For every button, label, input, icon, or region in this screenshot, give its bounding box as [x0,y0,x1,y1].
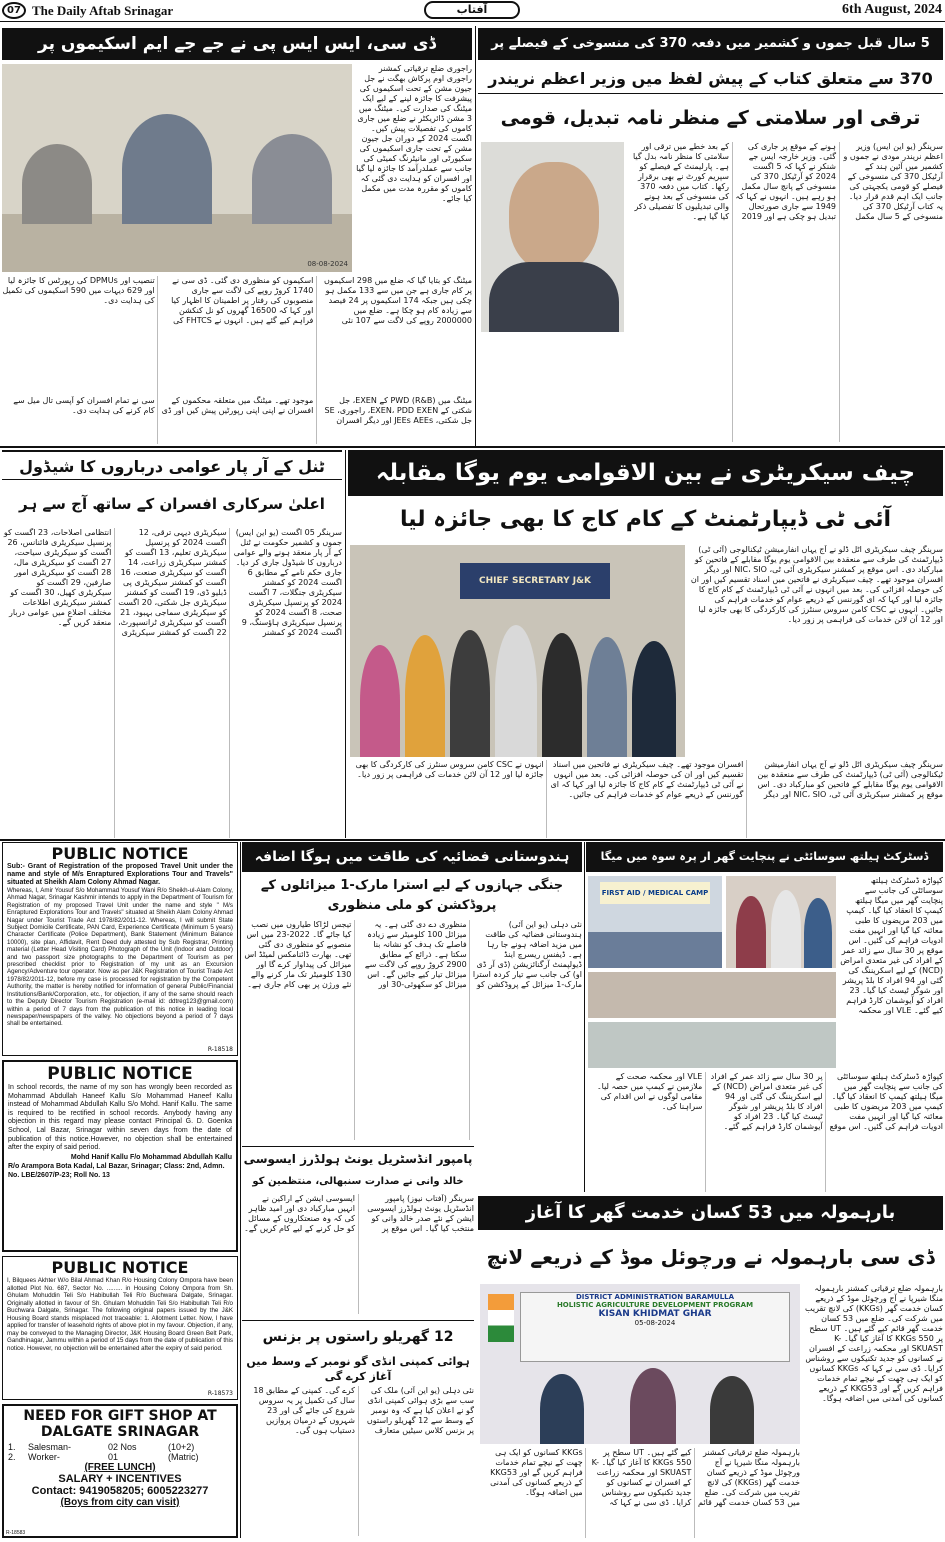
jaishankar-photo [481,142,624,332]
baramulla-body: بارہمولہ ضلع ترقیاتی کمشنر بارہمولہ منگا شیرپا نے آج ورچوئل موڈ کے ذریعے کسان خدمت گھر (KKGs) کی لانچ تقریب میں شرکت کی۔ ضلع میں 53 کسان خدمت گھر قائم کیے گئے ہیں۔ UT سطح پر 550 KKGs کا آغاز کیا گیا۔ K-SKUAST اور محکمہ زراعت کے افسران نے کسانوں کو جدید تکنیکوں سے روشناس کرایا۔ ڈی سی نے کہا کہ KKGs کسانوں کو ایک ہی چھت کے نیچے تمام خدمات فراہم کریں گے اور KKG53 کے ذریعے کسانوں کی آمدنی میں اضافہ ہوگا۔ [490,1448,800,1507]
art370-subhead: 370 سے متعلق کتاب کے پیش لفظ میں وزیر اعظم نریندر [478,64,943,94]
art370-headline: 5 سال قبل جموں و کشمیر میں دفعہ 370 کی منسوخی کے فیصلے پر [478,28,943,60]
baramulla-photo [480,1284,800,1444]
banner-line: DISTRICT ADMINISTRATION BARAMULLA [575,1293,735,1301]
header-bar [0,0,945,22]
notice-body: Whereas, I, Amir Yousuf S/o Mohammad Yousuf Wani R/o Sheikh-ul-Alam Colony, Ahmad Nagar, Srinagar Kashmir intends to apply in the Department of Tourism for Registration of my proposed Travel Unit under the name and style " M/s Enraptured Explorations Tour and Travels" situated at Sheikh Alam Colony Ahmad Nagar under Tourist Trade Act 1978/82/2011-12. Whereas, I will submit State Subject Domicile Certificate, PAN Card, Experience Certificate (Minimum 5 years) Character Certificate (Police Department), Bank Statement (Minimum Balance 10000), site plan, Affidavit, Rent Deed duly attested by Sub Registrar, Printing material (Letter Head Visiting Card) Photograph of the Unit (Indoor and Outdoor) and two passport size photographs to the Department of Tourism as per prescribed checklist prior to Registration of my unit as an Excursion Agency/Adventure tour operator. Now as per J&K Registration of Tourist Trade Act 1978/82/2011-12, before my case is processed for registration by the Competent Authority, the matter is hereby notified for information of general Public/Financial Institutions/Bank/Corporation, etc., for objection, if any of the same should reach to the Deputy Director Tourism Registration (e-mail id: ddtreg123@gmail.com) within a period of 7 days from the publication of this notice in leading local newspaper/newspapers of the valley. No objections beyond a period of 7 days shall be entertained. [7,887,233,1028]
person-figure [630,1368,676,1444]
issue-date: 6th August, 2024 [842,2,942,17]
face-shape [509,162,599,272]
officer-figure [252,134,332,224]
art370-headline2: ترقی اور سلامتی کے منظر نامہ تبدیل، قومی [500,107,921,129]
header-rule [0,21,945,22]
dc-review-photo [2,64,352,272]
notice-ref: R-18573 [207,1390,233,1397]
job-ad-note: (Boys from city can visit) [60,1497,180,1508]
job-ad-title: NEED FOR GIFT SHOP AT DALGATE SRINAGAR [23,1408,217,1440]
job-ad-ref: R-18583 [6,1530,26,1536]
job-ad-salary: SALARY + INCENTIVES [58,1473,182,1485]
notice-subject: Sub:- Grant of Registration of the proposed Travel Unit under the name and style of M/s Enraptured Explorations Tour and Travels" situated at Sheikh Alam Colony Ahmad Nagar. [7,863,233,886]
pampore-body: سرینگر (آفتاب نیوز) پامپور انڈسٹریل یونٹ ہولڈرز ایسوسی ایشن کے نئے صدر خالد وانی کو منتخب کیا گیا۔ اس موقع پر ایسوسی ایشن کے اراکین نے انہیں مبارکباد دی اور امید ظاہر کی کہ وہ صنعتکاروں کے مسائل کو حل کرنے کے لیے کام کریں گے۔ [244,1194,474,1233]
wall-sign: CHIEF SECRETARY J&K [460,563,610,599]
missile-headline: ہندوستانی فضائیہ کی طاقت میں ہوگا اضافہ [242,842,582,872]
person-figure [540,1374,584,1444]
art370-body: سرینگر (یو این ایس) وزیر اعظم نریندر مودی نے جموں و کشمیر میں آئین ہند کے آرٹیکل 370 کی منسوخی کے فیصلے کو قومی یکجہتی کی جانب ایک اہم قدم قرار دیا۔ یہ کتاب آرٹیکل 370 کی منسوخی کے 5 سال مکمل ہونے کے موقع پر جاری کی گئی۔ وزیر خارجہ ایس جے شنکر نے کہا کہ 5 اگست 2024 کو آرٹیکل 370 کی منسوخی کے پانچ سال مکمل ہو رہے ہیں۔ انہوں نے کہا کہ 1949 سے جاری صورتحال تبدیل ہو چکی ہے اور 2019 کے بعد خطے میں ترقی اور سلامتی کا منظر نامہ بدل گیا ہے۔ پارلیمنٹ کے فیصلے کو سپریم کورٹ نے بھی برقرار رکھا۔ کتاب میں دفعہ 370 کی منسوخی کے بعد ہونے والی تبدیلیوں کا تفصیلی ذکر کیا گیا ہے۔ [632,142,943,221]
job-row-qual: (Matric) [168,1452,199,1462]
public-notice-2 [2,1060,238,1252]
notice-title: PUBLIC NOTICE [51,1258,189,1277]
health-camp-body: کپواڑہ ڈسٹرکٹ ہیلتھ سوسائٹی کی جانب سے پنچایت گھر میں میگا ہیلتھ کیمپ کا انعقاد کیا گیا۔ کیمپ میں 203 مریضوں کا طبی معائنہ کیا گیا اور انہیں مفت ادویات فراہم کی گئیں۔ اس موقع پر 30 سال سے زائد عمر کے افراد کی غیر متعدی امراض (NCD) کے لیے اسکریننگ کی گئی اور 94 افراد کا بلڈ پریشر اور شوگر ٹیسٹ کیا گیا۔ 23 افراد کو آیوشمان کارڈ فراہم کیے گئے۔ VLE اور محکمہ صحت کے ملازمین نے کیمپ میں حصہ لیا۔ مقامی لوگوں نے اس اقدام کی سراہنا کی۔ [596,1072,943,1131]
person-figure [360,645,400,757]
notice-address: R/o Arampora Bota Kadal, Lal Bazar, Srinagar; Class: 2nd, Admn. No. LBE/2607/P-23; Roll No. 13 [8,1162,225,1179]
person-figure [450,630,490,757]
camp-table [588,932,722,968]
health-camp-photo-1 [588,876,722,968]
buses-headline: 12 گھریلو راستوں پر بزنس [242,1320,474,1352]
missile-body: نئی دہلی (یو این آئی) ہندوستانی فضائیہ کی طاقت میں مزید اضافہ ہونے جا رہا ہے۔ ڈیفنس ریسرچ اینڈ ڈیولپمنٹ آرگنائزیشن (ڈی آر ڈی او) کی جانب سے تیار کردہ استرا مارک-1 میزائل کے پروڈکشن کو منظوری دے دی گئی ہے۔ یہ میزائل 100 کلومیٹر سے زیادہ فاصلے تک ہدف کو نشانہ بنا سکتا ہے۔ ذرائع کے مطابق 2900 کروڑ روپے کی لاگت سے میزائل تیار کیے جائیں گے۔ اس میزائل کو سکھوئی-30 اور تیجس لڑاکا طیاروں میں نصب کیا جائے گا۔ 2022-23 میں اس منصوبے کو منظوری دی گئی تھی۔ بھارت ڈائنامکس لمیٹڈ اس میزائل کی پیداوار کرے گا اور 130 کلومیٹر تک مار کرنے والے نئے ورژن پر بھی کام جاری ہے۔ [244,920,582,989]
officer-figure [22,144,92,224]
person-figure [632,641,676,757]
cs-yoga-body: سرینگر چیف سیکریٹری اٹل ڈلو نے آج یہاں انفارمیشن ٹیکنالوجی (آئی ٹی) ڈیپارٹمنٹ کی طرف سے منعقدہ بین الاقوامی یوم یوگا مقابلے کے فاتحین کو مبارکباد دی۔ اس موقع پر کمشنر سیکریٹری آئی ٹی، NIC، SIO اور دیگر افسران موجود تھے۔ چیف سیکریٹری نے فاتحین میں اسناد تقسیم کیں اور ان کی حوصلہ افزائی کی۔ بعد میں انہوں نے آئی ٹی ڈیپارٹمنٹ کے کام کاج کا جائزہ لیا اور کہا کہ ای گورننس کے ذریعے عوام کو خدمات فراہم کی جائیں۔ انہوں نے CSC کامن سروس سنٹرز کی کارکردگی کا بھی جائزہ لیا اور 12 آن لائن خدمات کی فراہمی پر زور دیا۔ [355,760,943,799]
person-figure [771,890,801,968]
dc-review-body: میٹنگ کو بتایا گیا کہ ضلع میں 298 اسکیموں پر کام جاری ہے جن میں سے 133 مکمل ہو چکی ہیں جبکہ 174 اسکیموں پر 24 فیصد سے زیادہ کام ہو چکا ہے۔ ضلع میں 2000000 روپے کی لاگت سے 107 نئی اسکیموں کو منظوری دی گئی۔ ڈی سی نے 1740 کروڑ روپے کی لاگت سے جاری منصوبوں کی رفتار پر اطمینان کا اظہار کیا اور کہا کہ 16500 گھروں کو نل کنکشن فراہم کیے گئے ہیں۔ انہوں نے FHTCS کی تنصیب اور DPMUs کی رپورٹس کا جائزہ لیا اور 629 دیہات میں 590 اسکیموں کی تکمیل کی ہدایت دی۔ [2,276,472,325]
job-ad-lunch: (FREE LUNCH) [84,1462,156,1473]
column-divider [584,842,585,1192]
person-figure [542,633,582,757]
column-divider [345,450,346,838]
banner-line: KISAN KHIDMAT GHAR [598,1309,712,1319]
missile-subhead: جنگی جہازوں کے لیے استرا مارک-1 میزائلوں کے پروڈکشن کو ملی منظوری [260,878,564,913]
buses-subhead: ہوائی کمپنی انڈی گو نومبر کے وسط میں آغاز کرے گی [246,1355,470,1383]
baramulla-side: بارہمولہ ضلع ترقیاتی کمشنر بارہمولہ منگا شیرپا نے آج ورچوئل موڈ کے ذریعے کسان خدمت گھر (KKGs) کی لانچ تقریب میں شرکت کی۔ ضلع میں 53 کسان خدمت گھر قائم کیے گئے ہیں۔ UT سطح پر 550 KKGs کا آغاز کیا گیا۔ K-SKUAST اور محکمہ زراعت کے افسران نے کسانوں کو جدید تکنیکوں سے روشناس کرایا۔ ڈی سی نے کہا کہ KKGs کسانوں کو ایک ہی چھت کے نیچے تمام خدمات فراہم کریں گے اور KKG53 کے ذریعے کسانوں کی آمدنی میں اضافہ ہوگا۔ [804,1284,943,1403]
public-notice-1 [2,842,238,1056]
tunnel-headline: ٹنل کے آر پار عوامی درباروں کا شیڈول [2,450,342,480]
pampore-subhead: خالد وانی نے صدارت سنبھالی، منتظمین کو [252,1176,464,1187]
baramulla-subhead: ڈی سی بارہمولہ نے ورچوئل موڈ کے ذریعے لانچ [486,1245,935,1269]
flag-icon [488,1294,514,1342]
job-row [8,1452,232,1462]
person-figure [587,637,627,757]
buses-body: نئی دہلی (یو این آئی) ملک کی سب سے بڑی ہوائی کمپنی انڈی گو نے اعلان کیا ہے کہ وہ نومبر کے وسط سے 12 گھریلو راستوں پر بزنس کلاس سیٹیں متعارف کرے گی۔ کمپنی کے مطابق 18 سال کی تکمیل پر یہ سروس شروع کی جائے گی اور 23 شہروں کے درمیان پروازیں دستیاب ہوں گی۔ [253,1386,474,1435]
banner-line: 05-08-2024 [634,1319,676,1327]
tunnel-subhead: اعلیٰ سرکاری افسران کے ساتھ آج سے ہر [19,495,325,513]
cs-yoga-headline: چیف سیکریٹری نے بین الاقوامی یوم یوگا مقابلہ [348,450,943,496]
column-divider [475,26,476,446]
job-row-num: 1. [8,1442,16,1452]
notice-title: PUBLIC NOTICE [47,1064,193,1084]
health-camp-headline: ڈسٹرکٹ ہیلتھ سوسائٹی نے پنچایت گھر ار پرہ سوہ میں میگا [586,842,943,872]
notice-title: PUBLIC NOTICE [51,844,189,863]
banner-line: HOLISTIC AGRICULTURE DEVELOPMENT PROGRAM [556,1301,754,1309]
tunnel-body: سرینگر 05 اگست (یو این ایس) جموں و کشمیر حکومت نے ٹنل کے آر پار منعقد ہونے والے عوامی درباروں کا شیڈول جاری کر دیا۔ جاری حکم نامے کے مطابق 6 اگست 2024 کو کمشنر سیکریٹری جنگلات، 7 اگست 2024 کو پرنسپل سیکریٹری صحت، 8 اگست 2024 کو پرنسپل سیکریٹری ہاؤسنگ، 9 اگست 2024 کو کمشنر سیکریٹری دیہی ترقی، 12 اگست 2024 کو پرنسپل سیکریٹری تعلیم، 13 اگست کو کمشنر سیکریٹری زراعت، 14 اگست کو سیکریٹری صنعت، 16 اگست کو کمشنر سیکریٹری پی ڈبلیو ڈی، 19 اگست کو کمشنر سیکریٹری جل شکتی، 20 اگست کو سیکریٹری سماجی بہبود، 21 اگست کو سیکریٹری ٹرانسپورٹ، 22 اگست کو کمشنر سیکریٹری انتظامی اصلاحات، 23 اگست کو پرنسپل سیکریٹری فائنانس، 26 اگست کو سیکریٹری سیاحت، 27 اگست کو سیکریٹری مال، 28 اگست کو سیکریٹری امور صارفین، 29 اگست کو سیکریٹری کھیل، 30 اگست کو کمشنر سیکریٹری اطلاعات مختلف اضلاع میں عوامی دربار منعقد کریں گے۔ [3,528,342,637]
job-row-qual: (10+2) [168,1442,195,1452]
health-camp-photo-4 [588,1022,836,1068]
job-row-post: Salesman- [28,1442,72,1452]
cs-yoga-body-side: سرینگر چیف سیکریٹری اٹل ڈلو نے آج یہاں انفارمیشن ٹیکنالوجی (آئی ٹی) ڈیپارٹمنٹ کی طرف سے منعقدہ بین الاقوامی یوم یوگا مقابلے کے فاتحین کو مبارکباد دی۔ اس موقع پر کمشنر سیکریٹری آئی ٹی، NIC، SIO اور دیگر افسران موجود تھے۔ چیف سیکریٹری نے فاتحین میں اسناد تقسیم کیں اور ان کی حوصلہ افزائی کی۔ بعد میں انہوں نے آئی ٹی ڈیپارٹمنٹ کے کام کاج کا جائزہ لیا اور کہا کہ ای گورننس کے ذریعے عوام کو خدمات فراہم کی جائیں۔ انہوں نے CSC کامن سروس سنٹرز کی کارکردگی کا بھی جائزہ لیا اور 12 آن لائن خدمات کی فراہمی پر زور دیا۔ [690,545,943,624]
dc-review-headline: ڈی سی، ایس ایس پی نے جے جے ایم اسکیموں پر [2,28,472,60]
notice-body: In school records, the name of my son has wrongly been recorded as Mohammad Abdullah Haneef Kallu S/o Mohammad Haneef Kallu instead of Mohammad Abdullah Kallu S/o Mohd. Hanif Kallu. The same is required to be rectified in school records. Anybody having any objection in this regard may please contact Principal G. D. Goenka School, Lal Bazar, Srinagar within seven days from the date of publication of this notice.However, no objection shall be entertained after the expiry of said period. [8,1084,232,1152]
health-camp-side: کپواڑہ ڈسٹرکٹ ہیلتھ سوسائٹی کی جانب سے پنچایت گھر میں میگا ہیلتھ کیمپ کا انعقاد کیا گیا۔ کیمپ میں 203 مریضوں کا طبی معائنہ کیا گیا اور انہیں مفت ادویات فراہم کی گئیں۔ اس موقع پر 30 سال سے زائد عمر کے افراد کی غیر متعدی امراض (NCD) کے لیے اسکریننگ کی گئی اور 94 افراد کا بلڈ پریشر اور شوگر ٹیسٹ کیا گیا۔ 23 افراد کو آیوشمان کارڈ فراہم کیے گئے۔ VLE اور محکمہ [840,876,943,1015]
notice-body: I, Bilquees Akhter W/o Bilal Ahmad Khan R/o Housing Colony Ompora have been allotted Plot No. 687, Sector No. ......... in Housing Colony Ompora from Sh. Ghulam Mohuddin Teli S/o Habibullah Teli R/o Buchwara Dalgate, Srinagar. Originally allotted in favour of Sh. Ghulam Mohuddin Teli S/o Habibullah Teli R/o Buchwara Dalgate, Srinagar. The following original papers issued by the J&K Housing Board stands misplaced /not traceable: 1. Allotment Letter. Now, I have applied for transfer of leasehold rights of above plot in my favour. Objection, if any, may be conveyed to the Managing Director, J&K Housing Board Green Belt Park, Gandhinagar, Jammu within a period of 15 days from the date of publication of this notice. However, no objection will be entertained after the expiry of said period. [7,1277,233,1352]
row-divider [0,446,945,448]
baramulla-headline: بارہمولہ میں 53 کسان خدمت گھر کا آغاز [478,1196,943,1230]
cs-yoga-photo [350,545,685,757]
notice-ref: R-18518 [207,1046,233,1053]
dc-review-lead: راجوری ضلع ترقیاتی کمشنر راجوری اوم پرکاش بھگت نے جل جیون مشن کے تحت اسکیموں کی پیشرفت کا جائزہ لینے کے لیے ایک میٹنگ کی صدارت کی۔ میٹنگ میں 3 مشن ڈائریکٹر نے ضلع میں جاری کاموں کی تفصیلات پیش کیں۔ اگست 2024 کے دوران جل جیون مشن کے تحت جاری اسکیموں کی سکیورٹی اور مانیٹرنگ کمیٹی کی جانب سے عملدرآمد کا جائزہ لیا گیا اور افسران کو ہدایت دی گئی کہ کاموں کو مقررہ مدت میں مکمل کیا جائے۔ [356,64,472,203]
pampore-headline: پامپور انڈسٹریل یونٹ ہولڈرز ایسوسی [242,1146,474,1170]
health-camp-photo-2 [726,876,836,968]
notice-signature: Mohd Hanif Kallu F/o Mohammad Abdullah Kallu [70,1153,232,1161]
person-figure [710,1376,754,1444]
job-row [8,1442,232,1452]
banner-board [520,1292,790,1362]
public-notice-3 [2,1256,238,1400]
dc-review-attendees: میٹنگ میں (R&B) PWD کے EXEN، جل شکتی کے EXEN، PDD EXEN، راجوری، SE جل شکتی، JEEs AEEs اور دیگر افسران موجود تھے۔ میٹنگ میں متعلقہ محکموں کے افسران نے اپنی اپنی رپورٹیں پیش کیں اور ڈی سی نے تمام افسران کو آپسی تال میل سے کام کرنے کی ہدایت دی۔ [13,396,472,425]
health-camp-photo-3 [588,972,836,1018]
column-divider [240,842,241,1538]
person-figure [804,898,832,968]
row-divider [0,839,945,841]
suit-shape [489,262,619,332]
person-figure [405,635,445,757]
job-row-count: 02 Nos [108,1442,137,1452]
job-ad-contact: Contact: 9419058205; 6005223277 [31,1485,209,1497]
person-figure [736,896,766,968]
camp-poster: FIRST AID / MEDICAL CAMP [600,882,710,904]
masthead-logo: آفتاب [424,1,520,19]
job-row-num: 2. [8,1452,16,1462]
job-row-count: 01 [108,1452,119,1462]
paper-name: The Daily Aftab Srinagar [32,3,174,18]
cs-yoga-subhead: آئی ٹی ڈیپارٹمنٹ کے کام کاج کا بھی جائزہ لیا [399,507,892,532]
job-ad [2,1404,238,1538]
job-row-post: Worker- [28,1452,60,1462]
officer-figure [122,114,212,224]
photo-caption: 08-08-2024 [307,260,348,268]
person-figure [495,625,537,757]
page-number: 07 [2,2,26,19]
